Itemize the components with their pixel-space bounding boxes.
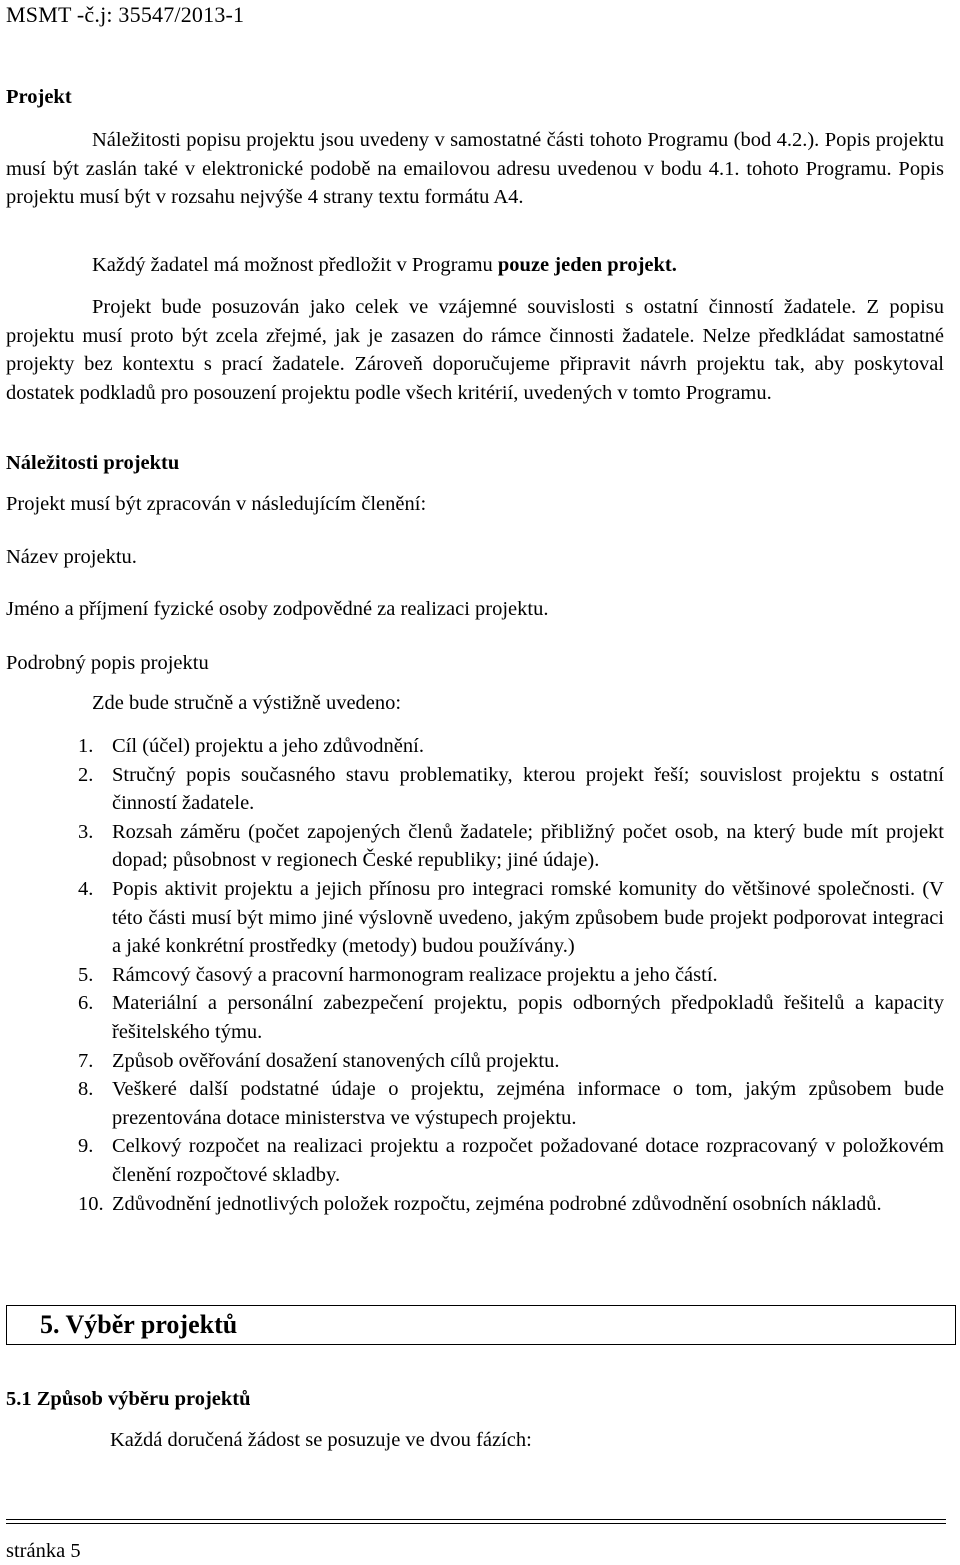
- list-item: [78, 1075, 944, 1132]
- list-item-text: Rozsah záměru (počet zapojených členů žadatele; přibližný počet osob, na který bude mít projekt dopad; působnost v regionech České republiky; jiné údaje).: [112, 820, 944, 872]
- list-item: [78, 1047, 944, 1076]
- list-item-text: Popis aktivit projektu a jejich přínosu pro integraci romské komunity do většinové společnosti. (V této části musí být mimo jiné výslovně uvedeno, jakým způsobem bude projekt podporovat integraci a jaké konkrétní prostředky (metody) budou používány.): [112, 877, 944, 958]
- section-title-projekt: Projekt: [6, 86, 72, 108]
- list-item-number: 2.: [78, 763, 94, 786]
- one-project-text: Každý žadatel má možnost předložit v Programu: [92, 254, 498, 276]
- list-item-number: 3.: [78, 820, 94, 843]
- list-item-text: Cíl (účel) projektu a jeho zdůvodnění.: [112, 735, 424, 757]
- list-item-text: Materiální a personální zabezpečení projektu, popis odborných předpokladů řešitelů a kapacity řešitelského týmu.: [112, 992, 944, 1043]
- page-number: stránka 5: [6, 1540, 81, 1562]
- detail-description-title: Podrobný popis projektu: [6, 652, 209, 674]
- list-item-text: Způsob ověřování dosažení stanovených cílů projektu.: [112, 1049, 560, 1072]
- section-title-nalezitosti: Náležitosti projektu: [6, 452, 180, 474]
- footer-divider: [6, 1523, 946, 1524]
- one-project-emphasis: pouze jeden projekt.: [497, 254, 677, 276]
- list-item-number: 1.: [78, 735, 94, 757]
- list-item: [78, 732, 944, 761]
- list-item: [78, 818, 944, 875]
- list-item-text: Celkový rozpočet na realizaci projektu a rozpočet požadované dotace rozpracovaný v položkovém členění rozpočtové skladby.: [112, 1135, 944, 1186]
- responsible-person-item: Jméno a příjmení fyzické osoby zodpovědné za realizaci projektu.: [6, 598, 549, 620]
- subsection-5-1-title: 5.1 Způsob výběru projektů: [6, 1388, 251, 1410]
- detail-description-intro: Zde bude stručně a výstižně uvedeno:: [92, 692, 402, 714]
- paragraph-submission-rules: Náležitosti popisu projektu jsou uvedeny v samostatné části tohoto Programu (bod 4.2.). Popis projektu musí být zaslán také v elektronické podobě na emailovou adresu uvedenou v bodu 4.1. tohoto Programu. Popis projektu musí být v rozsahu nejvýše 4 strany textu formátu A4.: [6, 129, 944, 209]
- list-item: [78, 961, 944, 990]
- section-5-title: 5. Výběr projektů: [40, 1310, 238, 1339]
- list-item-number: 9.: [78, 1135, 94, 1158]
- list-item-number: 4.: [78, 877, 94, 900]
- list-item-number: 6.: [78, 992, 94, 1015]
- list-item: [78, 989, 944, 1046]
- list-item-text: Veškeré další podstatné údaje o projektu, zejména informace o tom, jakým způsobem bude prezentována dotace ministerstva ve výstupech projektu.: [112, 1078, 944, 1129]
- subsection-5-1-text: Každá doručená žádost se posuzuje ve dvou fázích:: [110, 1429, 532, 1451]
- list-item-text: Stručný popis současného stavu problematiky, kterou projekt řeší; souvislost projektu s ostatní činností žadatele.: [112, 763, 944, 815]
- list-item-text: Zdůvodnění jednotlivých položek rozpočtu, zejména podrobné zdůvodnění osobních nákladů.: [112, 1192, 882, 1215]
- paragraph-evaluation-context: Projekt bude posuzován jako celek ve vzájemné souvislosti s ostatní činností žadatele. Z popisu projektu musí proto být zcela zřejmé, jak je zasazen do rámce činnosti žadatele. Nelze předkládat samostatné projekty bez kontextu s prací žadatele. Zároveň doporučujeme připravit návrh projektu tak, aby poskytoval dostatek podkladů pro posouzení projektu podle všech kritérií, uvedených v tomto Programu.: [6, 296, 944, 404]
- project-name-item: Název projektu.: [6, 546, 137, 568]
- document-reference-header: MSMT -č.j: 35547/2013-1: [6, 2, 245, 27]
- list-item-number: 7.: [78, 1049, 94, 1072]
- list-item: [78, 1132, 944, 1189]
- list-item-number: 8.: [78, 1078, 94, 1101]
- list-item-number: 10.: [78, 1192, 104, 1215]
- list-item-text: Rámcový časový a pracovní harmonogram realizace projektu a jeho částí.: [112, 963, 718, 986]
- footer-divider: [6, 1519, 946, 1520]
- paragraph-one-project-rule: [92, 254, 677, 277]
- structure-intro: Projekt musí být zpracován v následujícím členění:: [6, 493, 427, 515]
- list-item-number: 5.: [78, 963, 94, 986]
- requirements-list: [78, 732, 944, 1218]
- list-item: [78, 875, 944, 961]
- list-item: [78, 761, 944, 818]
- list-item: [78, 1190, 944, 1219]
